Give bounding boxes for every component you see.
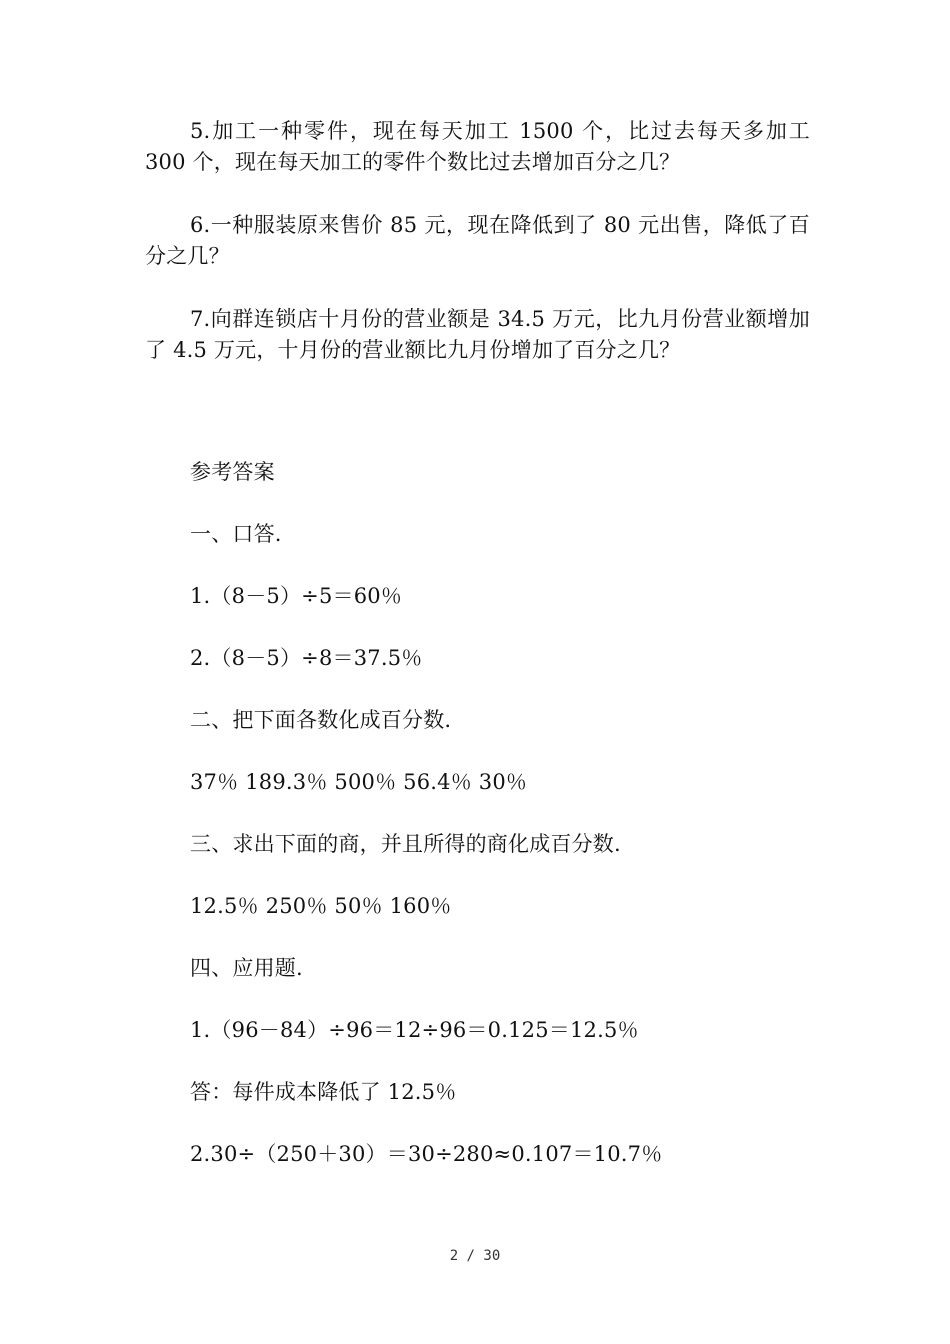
answer-line: 2.30÷（250＋30）＝30÷280≈0.107＝10.7％ [190,1142,663,1166]
answer-line: 答：每件成本降低了 12.5％ [190,1080,457,1104]
answer-line: 1.（8－5）÷5＝60％ [190,584,403,608]
questions-block [145,116,810,366]
question-5: 5.加工一种零件，现在每天加工 1500 个，比过去每天多加工 300 个，现在每天加工的零件个数比过去增加百分之几？ [145,119,810,174]
page-number: 2 / 30 [449,1248,501,1264]
answer-line: 2.（8－5）÷8＝37.5％ [190,646,423,670]
section-three-heading: 三、求出下面的商，并且所得的商化成百分数. [190,832,621,856]
answer-line: 12.5％ 250％ 50％ 160％ [190,894,452,918]
section-four-heading: 四、应用题. [190,956,303,980]
question-6: 6.一种服装原来售价 85 元，现在降低到了 80 元出售，降低了百分之几？ [145,213,810,268]
answers-heading: 参考答案 [190,460,275,484]
answer-line: 1.（96－84）÷96＝12÷96＝0.125＝12.5％ [190,1018,639,1042]
answer-line: 37％ 189.3％ 500％ 56.4％ 30％ [190,770,528,794]
section-one-heading: 一、口答. [190,522,282,546]
question-7: 7.向群连锁店十月份的营业额是 34.5 万元，比九月份营业额增加了 4.5 万元，十月份的营业额比九月份增加了百分之几？ [145,307,810,362]
section-two-heading: 二、把下面各数化成百分数. [190,708,452,732]
